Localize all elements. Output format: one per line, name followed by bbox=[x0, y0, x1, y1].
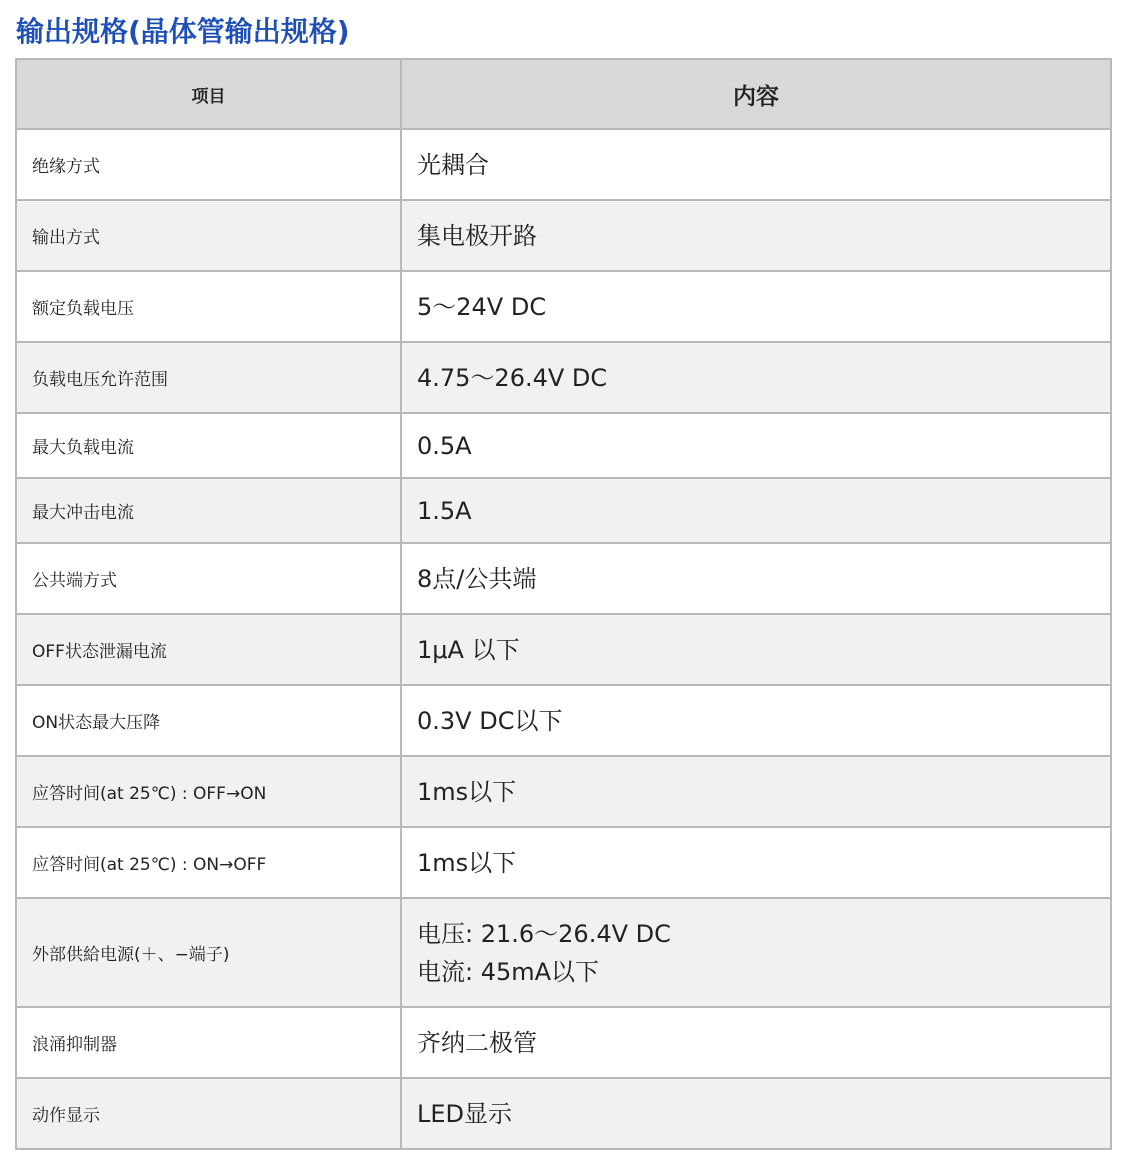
row-item-label: 额定负载电压 bbox=[16, 271, 401, 342]
row-item-label: 负载电压允许范围 bbox=[16, 342, 401, 413]
table-row bbox=[16, 478, 1111, 543]
table-row bbox=[16, 1007, 1111, 1078]
row-item-label: 浪涌抑制器 bbox=[16, 1007, 401, 1078]
row-content-value: LED显示 bbox=[401, 1078, 1111, 1149]
table-row bbox=[16, 685, 1111, 756]
row-item-label: 最大冲击电流 bbox=[16, 478, 401, 543]
row-item-label: 绝缘方式 bbox=[16, 129, 401, 200]
table-row bbox=[16, 413, 1111, 478]
table-row bbox=[16, 543, 1111, 614]
row-content-value: 1ms以下 bbox=[401, 827, 1111, 898]
current-value: 电流: 45mA以下 bbox=[417, 957, 600, 986]
row-item-label: 应答时间(at 25℃) : OFF→ON bbox=[16, 756, 401, 827]
table-row bbox=[16, 342, 1111, 413]
table-row bbox=[16, 898, 1111, 1007]
row-item-label: 最大负载电流 bbox=[16, 413, 401, 478]
row-content-value: 1.5A bbox=[401, 478, 1111, 543]
row-content-value: 1μA 以下 bbox=[401, 614, 1111, 685]
voltage-value: 电压: 21.6～26.4V DC bbox=[417, 919, 671, 948]
row-content-value: 1ms以下 bbox=[401, 756, 1111, 827]
column-header-item: 项目 bbox=[16, 59, 401, 129]
table-row bbox=[16, 1078, 1111, 1149]
table-row bbox=[16, 827, 1111, 898]
row-content-value: 4.75～26.4V DC bbox=[401, 342, 1111, 413]
table-row bbox=[16, 756, 1111, 827]
row-item-label: 应答时间(at 25℃) : ON→OFF bbox=[16, 827, 401, 898]
table-header-row bbox=[16, 59, 1111, 129]
table-row bbox=[16, 614, 1111, 685]
row-item-label: 外部供給电源(＋、−端子) bbox=[16, 898, 401, 1007]
table-row bbox=[16, 200, 1111, 271]
row-item-label: ON状态最大压降 bbox=[16, 685, 401, 756]
row-item-label: OFF状态泄漏电流 bbox=[16, 614, 401, 685]
column-header-content: 内容 bbox=[401, 59, 1111, 129]
page-title: 输出规格(晶体管输出规格) bbox=[16, 15, 350, 48]
row-item-label: 动作显示 bbox=[16, 1078, 401, 1149]
row-item-label: 公共端方式 bbox=[16, 543, 401, 614]
row-content-value: 0.3V DC以下 bbox=[401, 685, 1111, 756]
row-content-value: 5～24V DC bbox=[401, 271, 1111, 342]
spec-table bbox=[15, 58, 1112, 1150]
row-content-value: 齐纳二极管 bbox=[401, 1007, 1111, 1078]
row-content-value: 0.5A bbox=[401, 413, 1111, 478]
row-content-value: 光耦合 bbox=[401, 129, 1111, 200]
row-item-label: 输出方式 bbox=[16, 200, 401, 271]
table-row bbox=[16, 271, 1111, 342]
row-content-value: 集电极开路 bbox=[401, 200, 1111, 271]
row-content-value: 8点/公共端 bbox=[401, 543, 1111, 614]
row-content-value bbox=[401, 898, 1111, 1007]
table-row bbox=[16, 129, 1111, 200]
